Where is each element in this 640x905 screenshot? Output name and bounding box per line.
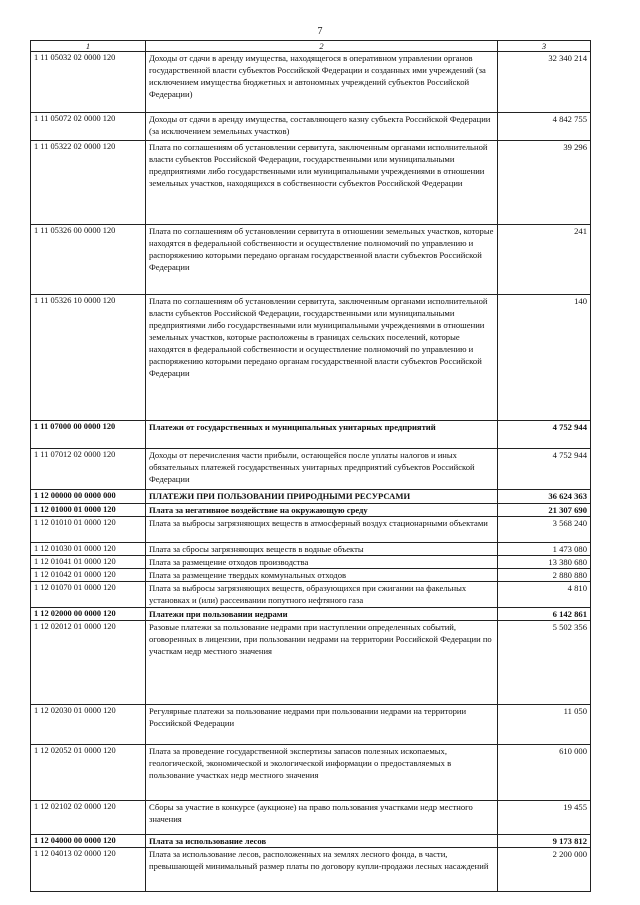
table-row (31, 608, 591, 621)
row-name: Плата за выбросы загрязняющих веществ в атмосферный воздух стационарными объектами (146, 517, 498, 543)
table-header-row (31, 41, 591, 52)
table-row (31, 517, 591, 543)
row-name: Плата за негативное воздействие на окружающую среду (146, 504, 498, 517)
row-amount: 140 (498, 295, 591, 421)
row-code: 1 12 02030 01 0000 120 (31, 705, 146, 745)
row-code: 1 11 07000 00 0000 120 (31, 421, 146, 449)
row-name: Платежи от государственных и муниципальных унитарных предприятий (146, 421, 498, 449)
table-row (31, 295, 591, 421)
table-row (31, 543, 591, 556)
table-row (31, 421, 591, 449)
row-code: 1 12 04013 02 0000 120 (31, 848, 146, 892)
row-code: 1 12 02012 01 0000 120 (31, 621, 146, 705)
table-row (31, 835, 591, 848)
row-amount: 1 473 080 (498, 543, 591, 556)
row-name: Плата за размещение твердых коммунальных отходов (146, 569, 498, 582)
row-amount: 19 455 (498, 801, 591, 835)
row-code: 1 12 02102 02 0000 120 (31, 801, 146, 835)
row-amount: 4 752 944 (498, 449, 591, 490)
table-row (31, 745, 591, 801)
row-amount: 32 340 214 (498, 52, 591, 113)
row-amount: 610 000 (498, 745, 591, 801)
row-amount: 13 380 680 (498, 556, 591, 569)
row-name: ПЛАТЕЖИ ПРИ ПОЛЬЗОВАНИИ ПРИРОДНЫМИ РЕСУРСАМИ (146, 490, 498, 504)
row-code: 1 12 01010 01 0000 120 (31, 517, 146, 543)
table-row (31, 621, 591, 705)
row-code: 1 12 00000 00 0000 000 (31, 490, 146, 504)
row-amount: 11 050 (498, 705, 591, 745)
table-row (31, 705, 591, 745)
row-amount: 3 568 240 (498, 517, 591, 543)
row-name: Плата за выбросы загрязняющих веществ, образующихся при сжигании на факельных установках и (или) рассеивании попутного нефтяного газа (146, 582, 498, 608)
row-code: 1 12 01041 01 0000 120 (31, 556, 146, 569)
table-row (31, 449, 591, 490)
row-name: Плата по соглашениям об установлении сервитута, заключенным органами исполнительной власти субъектов Российской Федерации, государственными или муниципальными предприятиями либо государственными или муниципальными учреждениями в отношении земельных участков, находящихся в собственности субъектов Российской Федерации (146, 141, 498, 225)
row-amount: 4 842 755 (498, 113, 591, 141)
row-name: Плата за размещение отходов производства (146, 556, 498, 569)
table-row (31, 52, 591, 113)
row-amount: 241 (498, 225, 591, 295)
row-amount: 39 296 (498, 141, 591, 225)
table-row (31, 556, 591, 569)
column-header-name: 2 (146, 41, 498, 52)
row-amount: 4 810 (498, 582, 591, 608)
table-row (31, 225, 591, 295)
row-name: Плата за использование лесов, расположенных на землях лесного фонда, в части, превышающей минимальный размер платы по договору купли-продажи лесных насаждений (146, 848, 498, 892)
table-row (31, 801, 591, 835)
page-number: 7 (317, 26, 323, 37)
table-row (31, 113, 591, 141)
row-name: Плата по соглашениям об установлении сервитута, заключенным органами исполнительной власти субъектов Российской Федерации, государственными или муниципальными предприятиями либо государственными или муниципальными учреждениями в отношении земельных участков, которые расположены в границах сельских поселений, которые находятся в федеральной собственности и осуществление полномочий по управлению и распоряжению которыми передано органам государственной власти субъектов Российской Федерации (146, 295, 498, 421)
row-amount: 2 880 880 (498, 569, 591, 582)
row-name: Плата за проведение государственной экспертизы запасов полезных ископаемых, геологической, экономической и экологической информации о предоставляемых в пользование участках недр местного значения (146, 745, 498, 801)
row-code: 1 11 05322 02 0000 120 (31, 141, 146, 225)
column-header-amount: 3 (498, 41, 591, 52)
table-row (31, 582, 591, 608)
row-code: 1 12 02000 00 0000 120 (31, 608, 146, 621)
row-amount: 5 502 356 (498, 621, 591, 705)
row-name: Доходы от сдачи в аренду имущества, находящегося в оперативном управлении органов государственной власти субъектов Российской Федерации и созданных ими учреждений (за исключением имущества бюджетных и автономных учреждений субъектов Российской Федерации) (146, 52, 498, 113)
revenue-table (30, 40, 591, 892)
column-header-code: 1 (31, 41, 146, 52)
row-code: 1 11 05072 02 0000 120 (31, 113, 146, 141)
row-name: Регулярные платежи за пользование недрами при пользовании недрами на территории Российской Федерации (146, 705, 498, 745)
row-name: Доходы от перечисления части прибыли, остающейся после уплаты налогов и иных обязательных платежей государственных унитарных предприятий субъектов Российской Федерации (146, 449, 498, 490)
row-name: Платежи при пользовании недрами (146, 608, 498, 621)
row-name: Плата за использование лесов (146, 835, 498, 848)
table-row (31, 141, 591, 225)
table-row (31, 569, 591, 582)
row-amount: 6 142 861 (498, 608, 591, 621)
row-code: 1 12 01042 01 0000 120 (31, 569, 146, 582)
row-name: Плата за сбросы загрязняющих веществ в водные объекты (146, 543, 498, 556)
row-name: Сборы за участие в конкурсе (аукционе) на право пользования участками недр местного значения (146, 801, 498, 835)
row-amount: 36 624 363 (498, 490, 591, 504)
table-row (31, 490, 591, 504)
row-name: Плата по соглашениям об установлении сервитута в отношении земельных участков, которые находятся в федеральной собственности и осуществление полномочий по управлению и распоряжению которыми передано органам государственной власти субъектов Российской Федерации (146, 225, 498, 295)
row-amount: 4 752 944 (498, 421, 591, 449)
row-code: 1 12 01030 01 0000 120 (31, 543, 146, 556)
row-amount: 21 307 690 (498, 504, 591, 517)
row-code: 1 12 01000 01 0000 120 (31, 504, 146, 517)
row-code: 1 12 01070 01 0000 120 (31, 582, 146, 608)
row-code: 1 11 05326 00 0000 120 (31, 225, 146, 295)
row-amount: 9 173 812 (498, 835, 591, 848)
row-code: 1 12 02052 01 0000 120 (31, 745, 146, 801)
row-code: 1 11 05326 10 0000 120 (31, 295, 146, 421)
table-row (31, 848, 591, 892)
row-amount: 2 200 000 (498, 848, 591, 892)
table-row (31, 504, 591, 517)
row-code: 1 11 07012 02 0000 120 (31, 449, 146, 490)
row-code: 1 11 05032 02 0000 120 (31, 52, 146, 113)
row-name: Разовые платежи за пользование недрами при наступлении определенных событий, оговоренных в лицензии, при пользовании недрами на территории Российской Федерации по участкам недр местного значения (146, 621, 498, 705)
row-name: Доходы от сдачи в аренду имущества, составляющего казну субъекта Российской Федерации (за исключением земельных участков) (146, 113, 498, 141)
row-code: 1 12 04000 00 0000 120 (31, 835, 146, 848)
